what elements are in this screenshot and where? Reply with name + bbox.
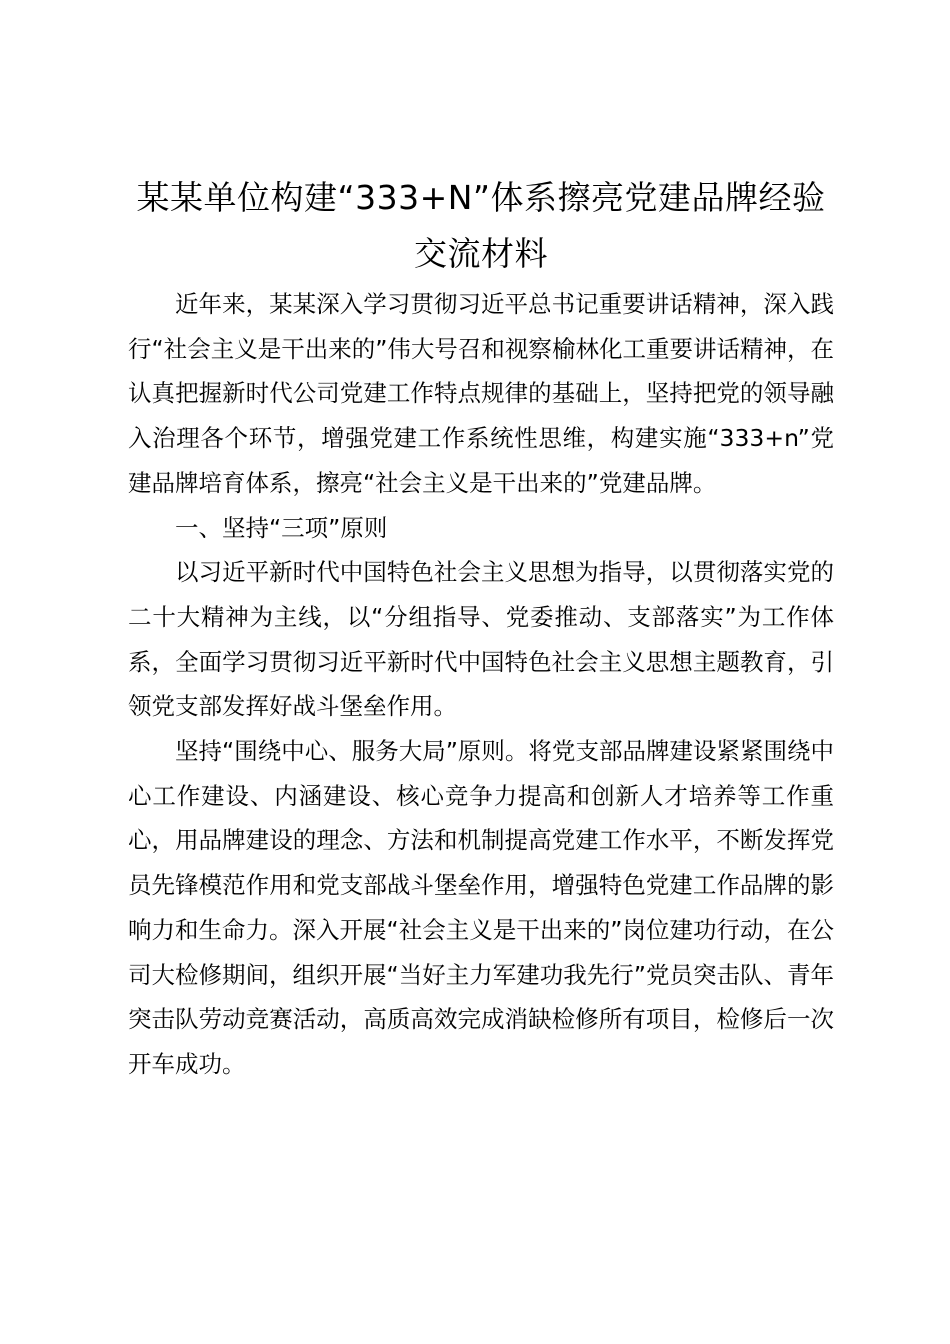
intro-paragraph: 近年来，某某深入学习贯彻习近平总书记重要讲话精神，深入践行“社会主义是干出来的”伟大号召和视察榆林化工重要讲话精神，在认真把握新时代公司党建工作特点规律的基础上，坚持把党的领导融入治理各个环节，增强党建工作系统性思维，构建实施“333+n”党建品牌培育体系，擦亮“社会主义是干出来的”党建品牌。 bbox=[128, 290, 834, 497]
section-heading: 一、坚持“三项”原则 bbox=[175, 513, 388, 542]
body-paragraph: 以习近平新时代中国特色社会主义思想为指导，以贯彻落实党的二十大精神为主线，以“分组指导、党委推动、支部落实”为工作体系，全面学习贯彻习近平新时代中国特色社会主义思想主题教育，引领党支部发挥好战斗堡垒作用。 bbox=[128, 558, 834, 721]
document-page bbox=[128, 170, 834, 1087]
document-title: 某某单位构建“333+N”体系擦亮党建品牌经验交流材料 bbox=[136, 178, 826, 273]
body-paragraph: 坚持“围绕中心、服务大局”原则。将党支部品牌建设紧紧围绕中心工作建设、内涵建设、核心竞争力提高和创新人才培养等工作重心，用品牌建设的理念、方法和机制提高党建工作水平，不断发挥党员先锋模范作用和党支部战斗堡垒作用，增强特色党建工作品牌的影响力和生命力。深入开展“社会主义是干出来的”岗位建功行动，在公司大检修期间，组织开展“当好主力军建功我先行”党员突击队、青年突击队劳动竞赛活动，高质高效完成消缺检修所有项目，检修后一次开车成功。 bbox=[128, 737, 834, 1078]
